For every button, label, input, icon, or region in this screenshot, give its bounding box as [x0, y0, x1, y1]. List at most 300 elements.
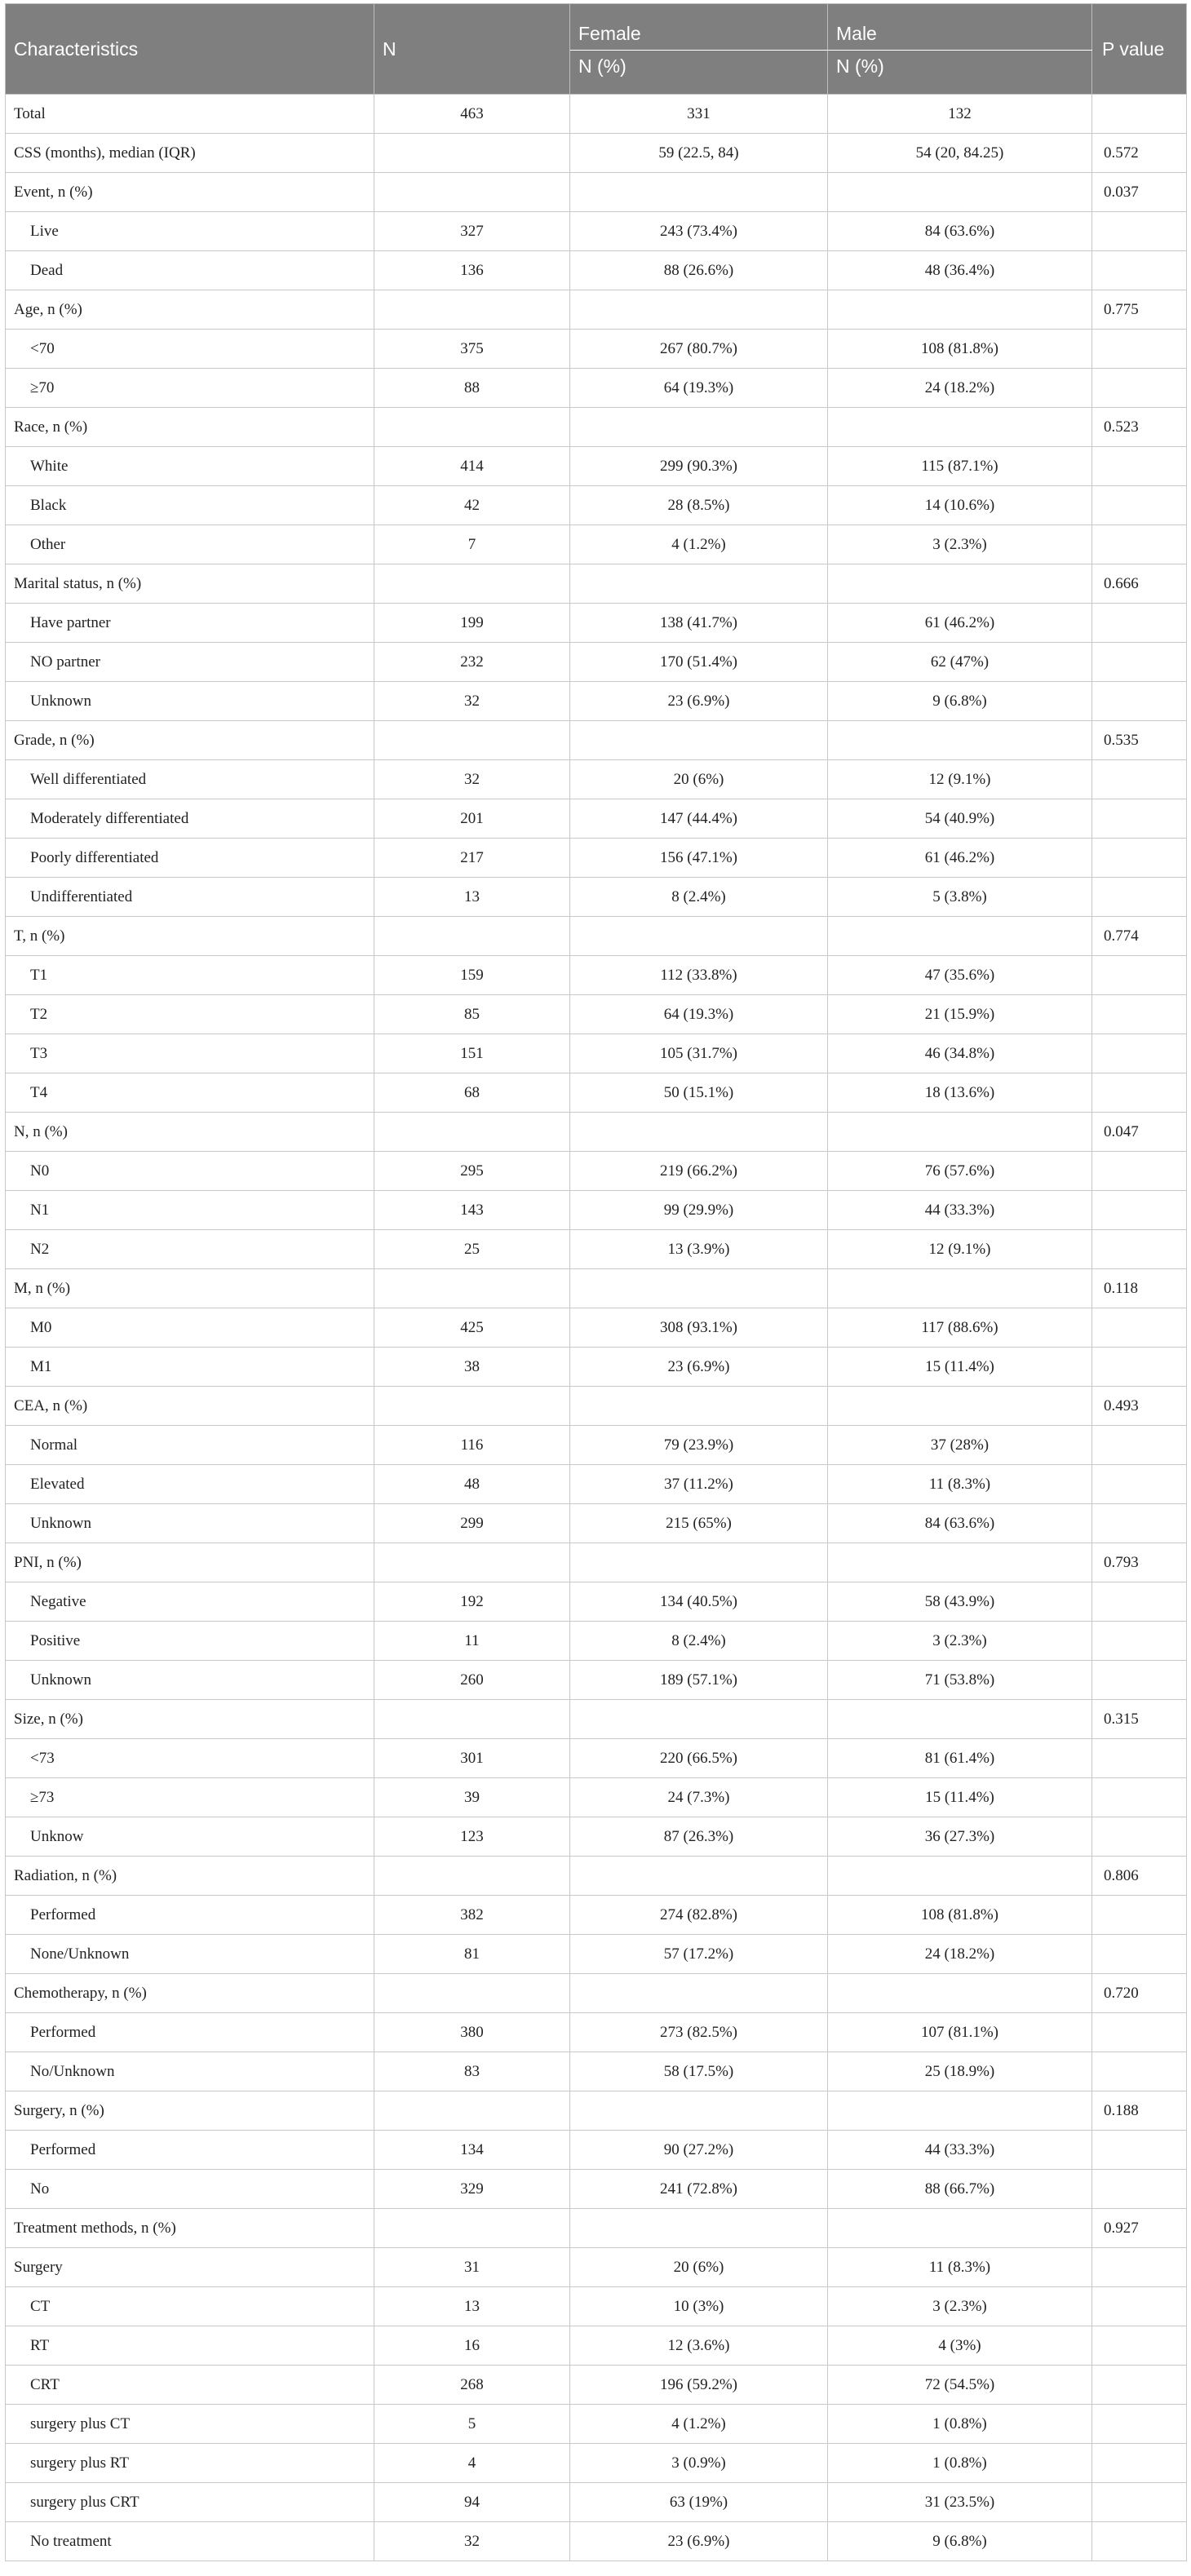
p-value-cell: 0.927 [1092, 2209, 1187, 2248]
female-cell: 37 (11.2%) [570, 1465, 828, 1504]
header-female-n-percent: N (%) [570, 51, 828, 95]
table-row [6, 1113, 1187, 1152]
row-label-cell: M, n (%) [6, 1269, 374, 1308]
p-value-cell [1092, 1582, 1187, 1622]
male-cell: 108 (81.8%) [828, 330, 1092, 369]
row-label-cell: T1 [6, 956, 374, 995]
p-value-cell: 0.666 [1092, 564, 1187, 604]
female-cell [570, 1543, 828, 1582]
male-cell: 24 (18.2%) [828, 369, 1092, 408]
male-cell [828, 564, 1092, 604]
n-cell: 68 [374, 1073, 570, 1113]
male-cell: 44 (33.3%) [828, 2131, 1092, 2170]
male-cell [828, 1857, 1092, 1896]
female-cell: 20 (6%) [570, 760, 828, 799]
table-row [6, 1504, 1187, 1543]
male-cell: 48 (36.4%) [828, 251, 1092, 290]
p-value-cell [1092, 2326, 1187, 2366]
female-cell [570, 1113, 828, 1152]
p-value-cell [1092, 330, 1187, 369]
n-cell: 94 [374, 2483, 570, 2522]
table-row [6, 1308, 1187, 1348]
table-row [6, 1661, 1187, 1700]
table-row [6, 486, 1187, 525]
row-label-cell: N2 [6, 1230, 374, 1269]
table-row [6, 2483, 1187, 2522]
n-cell: 268 [374, 2366, 570, 2405]
p-value-cell [1092, 956, 1187, 995]
p-value-cell: 0.572 [1092, 134, 1187, 173]
p-value-cell [1092, 2131, 1187, 2170]
row-label-cell: RT [6, 2326, 374, 2366]
p-value-cell [1092, 1896, 1187, 1935]
p-value-cell [1092, 878, 1187, 917]
male-cell: 62 (47%) [828, 643, 1092, 682]
p-value-cell [1092, 643, 1187, 682]
header-characteristics: Characteristics [6, 4, 374, 95]
p-value-cell: 0.315 [1092, 1700, 1187, 1739]
table-row [6, 1582, 1187, 1622]
table-row [6, 956, 1187, 995]
n-cell: 7 [374, 525, 570, 564]
p-value-cell [1092, 604, 1187, 643]
female-cell: 138 (41.7%) [570, 604, 828, 643]
p-value-cell: 0.806 [1092, 1857, 1187, 1896]
female-cell: 267 (80.7%) [570, 330, 828, 369]
table-row [6, 2131, 1187, 2170]
table-row [6, 1269, 1187, 1308]
male-cell: 12 (9.1%) [828, 760, 1092, 799]
table-row [6, 2248, 1187, 2287]
male-cell [828, 1543, 1092, 1582]
p-value-cell [1092, 799, 1187, 839]
male-cell: 31 (23.5%) [828, 2483, 1092, 2522]
male-cell: 44 (33.3%) [828, 1191, 1092, 1230]
female-cell: 308 (93.1%) [570, 1308, 828, 1348]
male-cell [828, 408, 1092, 447]
male-cell [828, 1269, 1092, 1308]
female-cell: 79 (23.9%) [570, 1426, 828, 1465]
n-cell: 16 [374, 2326, 570, 2366]
p-value-cell [1092, 2405, 1187, 2444]
table-row [6, 1857, 1187, 1896]
table-row [6, 1896, 1187, 1935]
female-cell: 273 (82.5%) [570, 2013, 828, 2052]
n-cell: 463 [374, 95, 570, 134]
row-label-cell: Moderately differentiated [6, 799, 374, 839]
male-cell: 76 (57.6%) [828, 1152, 1092, 1191]
n-cell: 232 [374, 643, 570, 682]
table-row [6, 2366, 1187, 2405]
row-label-cell: No/Unknown [6, 2052, 374, 2091]
table-row [6, 2326, 1187, 2366]
n-cell: 134 [374, 2131, 570, 2170]
n-cell: 32 [374, 682, 570, 721]
n-cell: 159 [374, 956, 570, 995]
p-value-cell [1092, 1739, 1187, 1778]
table-row [6, 525, 1187, 564]
p-value-cell [1092, 1817, 1187, 1857]
n-cell: 327 [374, 212, 570, 251]
n-cell: 199 [374, 604, 570, 643]
table-row [6, 212, 1187, 251]
table-row [6, 408, 1187, 447]
table-row [6, 1034, 1187, 1073]
female-cell: 4 (1.2%) [570, 2405, 828, 2444]
p-value-cell: 0.720 [1092, 1974, 1187, 2013]
n-cell: 88 [374, 369, 570, 408]
n-cell [374, 1974, 570, 2013]
male-cell: 107 (81.1%) [828, 2013, 1092, 2052]
p-value-cell: 0.793 [1092, 1543, 1187, 1582]
n-cell: 83 [374, 2052, 570, 2091]
n-cell: 48 [374, 1465, 570, 1504]
female-cell: 28 (8.5%) [570, 486, 828, 525]
row-label-cell: Radiation, n (%) [6, 1857, 374, 1896]
female-cell: 23 (6.9%) [570, 682, 828, 721]
female-cell [570, 564, 828, 604]
n-cell: 382 [374, 1896, 570, 1935]
n-cell: 11 [374, 1622, 570, 1661]
male-cell: 54 (40.9%) [828, 799, 1092, 839]
table-row [6, 2522, 1187, 2561]
row-label-cell: Normal [6, 1426, 374, 1465]
n-cell: 13 [374, 2287, 570, 2326]
p-value-cell [1092, 995, 1187, 1034]
n-cell: 136 [374, 251, 570, 290]
table-row [6, 2091, 1187, 2131]
table-row [6, 1778, 1187, 1817]
male-cell [828, 173, 1092, 212]
female-cell [570, 1387, 828, 1426]
table-row [6, 1465, 1187, 1504]
p-value-cell [1092, 2013, 1187, 2052]
female-cell [570, 1857, 828, 1896]
row-label-cell: N0 [6, 1152, 374, 1191]
row-label-cell: White [6, 447, 374, 486]
p-value-cell: 0.535 [1092, 721, 1187, 760]
male-cell: 36 (27.3%) [828, 1817, 1092, 1857]
row-label-cell: CEA, n (%) [6, 1387, 374, 1426]
row-label-cell: Grade, n (%) [6, 721, 374, 760]
table-row [6, 682, 1187, 721]
female-cell: 243 (73.4%) [570, 212, 828, 251]
row-label-cell: CT [6, 2287, 374, 2326]
n-cell: 380 [374, 2013, 570, 2052]
p-value-cell [1092, 525, 1187, 564]
p-value-cell [1092, 839, 1187, 878]
row-label-cell: T2 [6, 995, 374, 1034]
female-cell: 147 (44.4%) [570, 799, 828, 839]
p-value-cell [1092, 1935, 1187, 1974]
male-cell: 14 (10.6%) [828, 486, 1092, 525]
p-value-cell [1092, 2366, 1187, 2405]
table-row [6, 1622, 1187, 1661]
table-row [6, 721, 1187, 760]
row-label-cell: Positive [6, 1622, 374, 1661]
n-cell: 123 [374, 1817, 570, 1857]
p-value-cell [1092, 369, 1187, 408]
row-label-cell: M0 [6, 1308, 374, 1348]
n-cell [374, 173, 570, 212]
male-cell: 11 (8.3%) [828, 2248, 1092, 2287]
row-label-cell: Black [6, 486, 374, 525]
female-cell [570, 1974, 828, 2013]
p-value-cell [1092, 2287, 1187, 2326]
row-label-cell: Poorly differentiated [6, 839, 374, 878]
row-label-cell: ≥73 [6, 1778, 374, 1817]
row-label-cell: Event, n (%) [6, 173, 374, 212]
p-value-cell [1092, 212, 1187, 251]
female-cell: 64 (19.3%) [570, 369, 828, 408]
male-cell: 9 (6.8%) [828, 2522, 1092, 2561]
male-cell [828, 2209, 1092, 2248]
female-cell: 50 (15.1%) [570, 1073, 828, 1113]
row-label-cell: NO partner [6, 643, 374, 682]
n-cell: 260 [374, 1661, 570, 1700]
female-cell [570, 2209, 828, 2248]
table-row [6, 2405, 1187, 2444]
male-cell: 58 (43.9%) [828, 1582, 1092, 1622]
male-cell: 37 (28%) [828, 1426, 1092, 1465]
p-value-cell [1092, 251, 1187, 290]
row-label-cell: T4 [6, 1073, 374, 1113]
row-label-cell: <70 [6, 330, 374, 369]
n-cell: 85 [374, 995, 570, 1034]
n-cell: 31 [374, 2248, 570, 2287]
male-cell: 11 (8.3%) [828, 1465, 1092, 1504]
n-cell: 13 [374, 878, 570, 917]
table-row [6, 1974, 1187, 2013]
row-label-cell: Race, n (%) [6, 408, 374, 447]
female-cell: 331 [570, 95, 828, 134]
p-value-cell: 0.118 [1092, 1269, 1187, 1308]
female-cell: 219 (66.2%) [570, 1152, 828, 1191]
n-cell: 116 [374, 1426, 570, 1465]
p-value-cell [1092, 1230, 1187, 1269]
row-label-cell: Live [6, 212, 374, 251]
table-row [6, 799, 1187, 839]
header-male-n-percent: N (%) [828, 51, 1092, 95]
row-label-cell: N, n (%) [6, 1113, 374, 1152]
female-cell: 196 (59.2%) [570, 2366, 828, 2405]
n-cell: 217 [374, 839, 570, 878]
p-value-cell [1092, 1661, 1187, 1700]
p-value-cell: 0.037 [1092, 173, 1187, 212]
male-cell [828, 1113, 1092, 1152]
n-cell: 25 [374, 1230, 570, 1269]
table-header [6, 4, 1187, 95]
row-label-cell: No [6, 2170, 374, 2209]
table-row [6, 2013, 1187, 2052]
table-row [6, 290, 1187, 330]
male-cell: 61 (46.2%) [828, 839, 1092, 878]
female-cell: 20 (6%) [570, 2248, 828, 2287]
n-cell: 299 [374, 1504, 570, 1543]
row-label-cell: surgery plus CRT [6, 2483, 374, 2522]
male-cell: 46 (34.8%) [828, 1034, 1092, 1073]
male-cell: 84 (63.6%) [828, 1504, 1092, 1543]
row-label-cell: Dead [6, 251, 374, 290]
row-label-cell: Unknown [6, 682, 374, 721]
male-cell: 12 (9.1%) [828, 1230, 1092, 1269]
male-cell: 18 (13.6%) [828, 1073, 1092, 1113]
male-cell: 81 (61.4%) [828, 1739, 1092, 1778]
n-cell [374, 408, 570, 447]
female-cell: 105 (31.7%) [570, 1034, 828, 1073]
female-cell: 220 (66.5%) [570, 1739, 828, 1778]
n-cell: 32 [374, 2522, 570, 2561]
p-value-cell: 0.523 [1092, 408, 1187, 447]
table-row [6, 995, 1187, 1034]
n-cell: 192 [374, 1582, 570, 1622]
n-cell: 4 [374, 2444, 570, 2483]
table-row [6, 1700, 1187, 1739]
p-value-cell [1092, 1348, 1187, 1387]
row-label-cell: Unknown [6, 1504, 374, 1543]
female-cell: 156 (47.1%) [570, 839, 828, 878]
p-value-cell [1092, 2522, 1187, 2561]
male-cell: 54 (20, 84.25) [828, 134, 1092, 173]
male-cell: 88 (66.7%) [828, 2170, 1092, 2209]
male-cell: 15 (11.4%) [828, 1348, 1092, 1387]
male-cell [828, 1974, 1092, 2013]
female-cell: 170 (51.4%) [570, 643, 828, 682]
p-value-cell [1092, 1426, 1187, 1465]
male-cell: 132 [828, 95, 1092, 134]
table-row [6, 839, 1187, 878]
table-row [6, 95, 1187, 134]
n-cell: 425 [374, 1308, 570, 1348]
row-label-cell: M1 [6, 1348, 374, 1387]
table-row [6, 1543, 1187, 1582]
table-row [6, 2287, 1187, 2326]
table-row [6, 760, 1187, 799]
male-cell: 117 (88.6%) [828, 1308, 1092, 1348]
table-row [6, 1935, 1187, 1974]
female-cell [570, 290, 828, 330]
row-label-cell: Size, n (%) [6, 1700, 374, 1739]
table-row [6, 369, 1187, 408]
male-cell [828, 721, 1092, 760]
n-cell [374, 917, 570, 956]
row-label-cell: surgery plus CT [6, 2405, 374, 2444]
male-cell: 61 (46.2%) [828, 604, 1092, 643]
female-cell [570, 917, 828, 956]
n-cell: 414 [374, 447, 570, 486]
n-cell: 143 [374, 1191, 570, 1230]
table-row [6, 1426, 1187, 1465]
p-value-cell [1092, 682, 1187, 721]
female-cell: 23 (6.9%) [570, 2522, 828, 2561]
female-cell: 4 (1.2%) [570, 525, 828, 564]
male-cell: 108 (81.8%) [828, 1896, 1092, 1935]
female-cell: 12 (3.6%) [570, 2326, 828, 2366]
n-cell: 375 [374, 330, 570, 369]
p-value-cell [1092, 1778, 1187, 1817]
female-cell [570, 1700, 828, 1739]
row-label-cell: ≥70 [6, 369, 374, 408]
table-row [6, 1739, 1187, 1778]
p-value-cell [1092, 95, 1187, 134]
p-value-cell [1092, 1465, 1187, 1504]
table-row [6, 2444, 1187, 2483]
table-row [6, 643, 1187, 682]
row-label-cell: CSS (months), median (IQR) [6, 134, 374, 173]
p-value-cell [1092, 2248, 1187, 2287]
row-label-cell: Elevated [6, 1465, 374, 1504]
table-row [6, 1230, 1187, 1269]
n-cell: 329 [374, 2170, 570, 2209]
male-cell: 1 (0.8%) [828, 2444, 1092, 2483]
male-cell: 3 (2.3%) [828, 2287, 1092, 2326]
p-value-cell [1092, 486, 1187, 525]
table-row [6, 2209, 1187, 2248]
p-value-cell: 0.188 [1092, 2091, 1187, 2131]
row-label-cell: Total [6, 95, 374, 134]
p-value-cell [1092, 2052, 1187, 2091]
row-label-cell: <73 [6, 1739, 374, 1778]
n-cell [374, 290, 570, 330]
row-label-cell: No treatment [6, 2522, 374, 2561]
p-value-cell [1092, 1034, 1187, 1073]
row-label-cell: Unknow [6, 1817, 374, 1857]
table-row [6, 173, 1187, 212]
table-row [6, 1191, 1187, 1230]
table-row [6, 134, 1187, 173]
female-cell: 24 (7.3%) [570, 1778, 828, 1817]
n-cell: 39 [374, 1778, 570, 1817]
male-cell: 25 (18.9%) [828, 2052, 1092, 2091]
male-cell: 15 (11.4%) [828, 1778, 1092, 1817]
n-cell: 38 [374, 1348, 570, 1387]
row-label-cell: Undifferentiated [6, 878, 374, 917]
female-cell: 299 (90.3%) [570, 447, 828, 486]
n-cell: 301 [374, 1739, 570, 1778]
female-cell [570, 1269, 828, 1308]
row-label-cell: Performed [6, 2013, 374, 2052]
header-p-value: P value [1092, 4, 1187, 95]
female-cell: 90 (27.2%) [570, 2131, 828, 2170]
row-label-cell: Age, n (%) [6, 290, 374, 330]
row-label-cell: Marital status, n (%) [6, 564, 374, 604]
table-row [6, 1348, 1187, 1387]
female-cell: 63 (19%) [570, 2483, 828, 2522]
n-cell [374, 2091, 570, 2131]
male-cell: 84 (63.6%) [828, 212, 1092, 251]
row-label-cell: Treatment methods, n (%) [6, 2209, 374, 2248]
n-cell [374, 1387, 570, 1426]
row-label-cell: Negative [6, 1582, 374, 1622]
female-cell: 99 (29.9%) [570, 1191, 828, 1230]
p-value-cell [1092, 1073, 1187, 1113]
table-row [6, 1817, 1187, 1857]
female-cell: 88 (26.6%) [570, 251, 828, 290]
row-label-cell: surgery plus RT [6, 2444, 374, 2483]
female-cell: 10 (3%) [570, 2287, 828, 2326]
p-value-cell: 0.775 [1092, 290, 1187, 330]
male-cell: 115 (87.1%) [828, 447, 1092, 486]
n-cell: 42 [374, 486, 570, 525]
n-cell: 5 [374, 2405, 570, 2444]
row-label-cell: Surgery [6, 2248, 374, 2287]
female-cell: 59 (22.5, 84) [570, 134, 828, 173]
male-cell: 3 (2.3%) [828, 1622, 1092, 1661]
n-cell [374, 1113, 570, 1152]
male-cell: 9 (6.8%) [828, 682, 1092, 721]
n-cell [374, 134, 570, 173]
p-value-cell: 0.047 [1092, 1113, 1187, 1152]
